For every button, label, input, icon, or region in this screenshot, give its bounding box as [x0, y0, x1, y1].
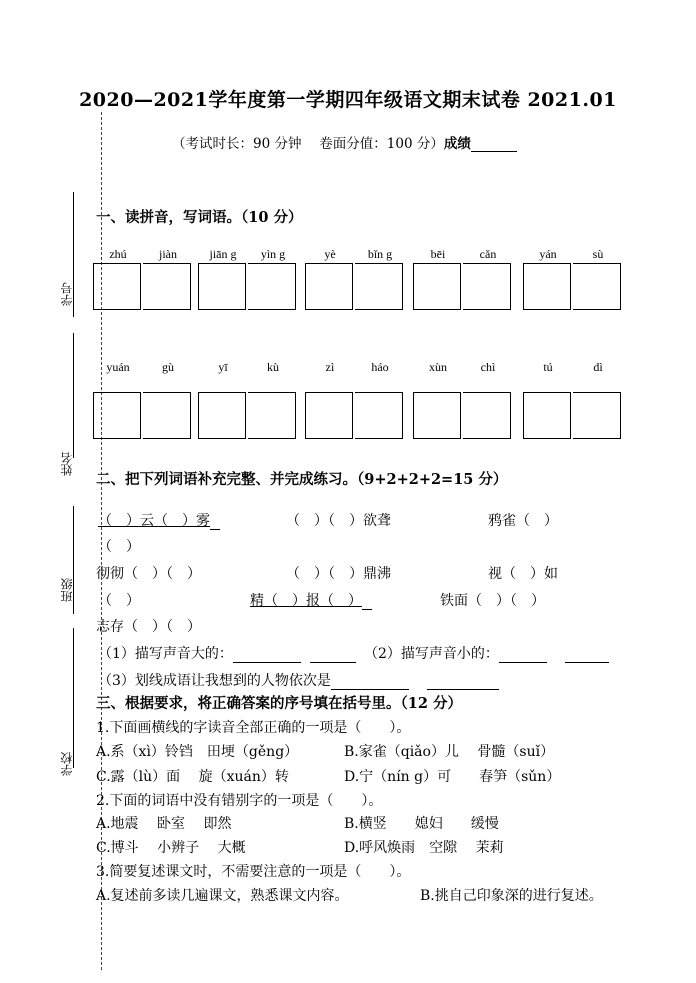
pinyin-label: tú [543, 360, 553, 374]
idiom-3-cont: （ ） [98, 539, 140, 555]
answer-blank[interactable] [499, 650, 547, 663]
q3-2-option-b: B.横竖 媳妇 缓慢 [344, 816, 499, 832]
pinyin-label: kù [267, 360, 279, 374]
q3-1-option-d: D.宁（nín g）可 春笋（sǔn） [344, 769, 561, 785]
answer-blank[interactable] [310, 650, 356, 663]
writing-box[interactable] [523, 263, 571, 310]
writing-box[interactable] [248, 392, 296, 439]
q2-3-text: （3）划线成语让我想到的人物依次是 [98, 673, 331, 689]
writing-box[interactable] [93, 263, 141, 310]
pinyin-label: zì [325, 360, 335, 374]
q2-1-text: （1）描写声音大的： [98, 646, 233, 662]
q3-3: 3.简要复述课文时，不需要注意的一项是（ ）。 [96, 864, 411, 880]
pinyin-label: yī [218, 360, 228, 374]
pinyin-label: dì [593, 360, 603, 374]
idiom-4: 彻彻（ ）（ ） [96, 566, 201, 582]
idiom-6: 视（ ）如 [488, 566, 558, 582]
pinyin-label: yuán [106, 360, 130, 374]
writing-box[interactable] [355, 263, 403, 310]
side-label-class: 班级 [60, 578, 74, 602]
pinyin-label: xùn [429, 360, 447, 374]
pinyin-label: gù [162, 360, 174, 374]
q3-3-option-a: A.复述前多读几遍课文，熟悉课文内容。 [96, 888, 349, 904]
writing-box[interactable] [573, 392, 621, 439]
writing-box[interactable] [573, 263, 621, 310]
idiom-8: 铁面（ ）（ ） [440, 593, 545, 609]
pinyin-label: yìn g [260, 247, 286, 261]
q3-1-option-a: A.系（xì）铃铛 田埂（gěng） [96, 744, 299, 760]
side-line-name [73, 333, 74, 458]
pinyin-label: bǐn g [367, 247, 393, 261]
q3-2: 2.下面的词语中没有错别字的一项是（ ）。 [96, 793, 383, 809]
question-2-3 [98, 670, 499, 690]
q3-2-option-c: C.博斗 小辨子 大概 [96, 840, 246, 856]
exam-info: （考试时长：90 分钟 卷面分值：100 分） [172, 136, 444, 152]
idiom-3: 鸦雀（ ） [488, 513, 558, 529]
idiom-6-cont: （ ） [98, 593, 140, 609]
pinyin-label: yán [539, 247, 557, 261]
idiom-underlined-1: （ ）云（ ）雾 [98, 513, 210, 529]
writing-box[interactable] [143, 392, 191, 439]
score-blank[interactable] [471, 137, 517, 152]
idiom-9: 志存（ ）（ ） [96, 619, 201, 635]
pinyin-label: jiān g [209, 247, 237, 261]
pinyin-label: bēi [430, 247, 446, 261]
writing-box[interactable] [523, 392, 571, 439]
idiom-underlined-7: 精（ ）报（ ） [250, 593, 362, 609]
q3-2-option-a: A.地震 卧室 即然 [96, 816, 232, 832]
q3-2-option-d: D.呼风焕雨 空隙 茉莉 [344, 840, 504, 856]
answer-blank[interactable] [427, 677, 499, 690]
idiom-7 [250, 590, 372, 610]
writing-box[interactable] [93, 392, 141, 439]
question-2-1 [98, 643, 356, 663]
section1-heading: 一、读拼音，写词语。（10 分） [96, 209, 303, 226]
idiom-1 [98, 510, 220, 530]
score-label: 成绩 [443, 136, 471, 152]
writing-box[interactable] [463, 392, 511, 439]
pinyin-label: jiàn [159, 247, 177, 261]
side-label-school: 学校 [60, 752, 74, 776]
writing-box[interactable] [248, 263, 296, 310]
exam-title: 2020—2021学年度第一学期四年级语文期末试卷 2021.01 [79, 89, 617, 111]
q3-3-option-b: B.挑自己印象深的进行复述。 [420, 888, 603, 904]
writing-box[interactable] [198, 263, 246, 310]
side-line-school [73, 628, 74, 768]
question-2-2 [364, 643, 609, 663]
answer-blank[interactable] [565, 650, 609, 663]
writing-box[interactable] [355, 392, 403, 439]
writing-box[interactable] [413, 392, 461, 439]
pinyin-label: chì [480, 360, 496, 374]
pinyin-label: zhú [109, 247, 127, 261]
answer-blank[interactable] [331, 677, 409, 690]
q3-1-option-b: B.家雀（qiǎo）儿 骨髓（suǐ） [344, 744, 555, 760]
pinyin-label: háo [371, 360, 389, 374]
pinyin-label: yè [324, 247, 336, 261]
q3-1-option-c: C.露（lù）面 旋（xuán）转 [96, 769, 289, 785]
exam-subtitle [172, 132, 517, 152]
writing-box[interactable] [305, 263, 353, 310]
underline-tail [362, 597, 372, 610]
pinyin-label: sù [592, 247, 604, 261]
idiom-5: （ ）（ ）鼎沸 [286, 566, 391, 582]
pinyin-label: cǎn [479, 247, 497, 261]
q3-1: 1.下面画横线的字读音全部正确的一项是（ ）。 [96, 720, 411, 736]
writing-box[interactable] [463, 263, 511, 310]
side-label-student-id: 学号 [60, 282, 74, 306]
idiom-2: （ ）（ ）欲聋 [286, 513, 391, 529]
writing-box[interactable] [198, 392, 246, 439]
writing-box[interactable] [413, 263, 461, 310]
q2-2-text: （2）描写声音小的： [364, 646, 499, 662]
section3-heading: 三、根据要求，将正确答案的序号填在括号里。（12 分） [96, 695, 462, 712]
writing-box[interactable] [305, 392, 353, 439]
underline-tail [210, 517, 220, 530]
section2-heading: 二、把下列词语补充完整、并完成练习。（9+2+2+2=15 分） [96, 471, 508, 488]
answer-blank[interactable] [233, 650, 301, 663]
side-label-name: 姓名 [60, 452, 74, 476]
writing-box[interactable] [143, 263, 191, 310]
